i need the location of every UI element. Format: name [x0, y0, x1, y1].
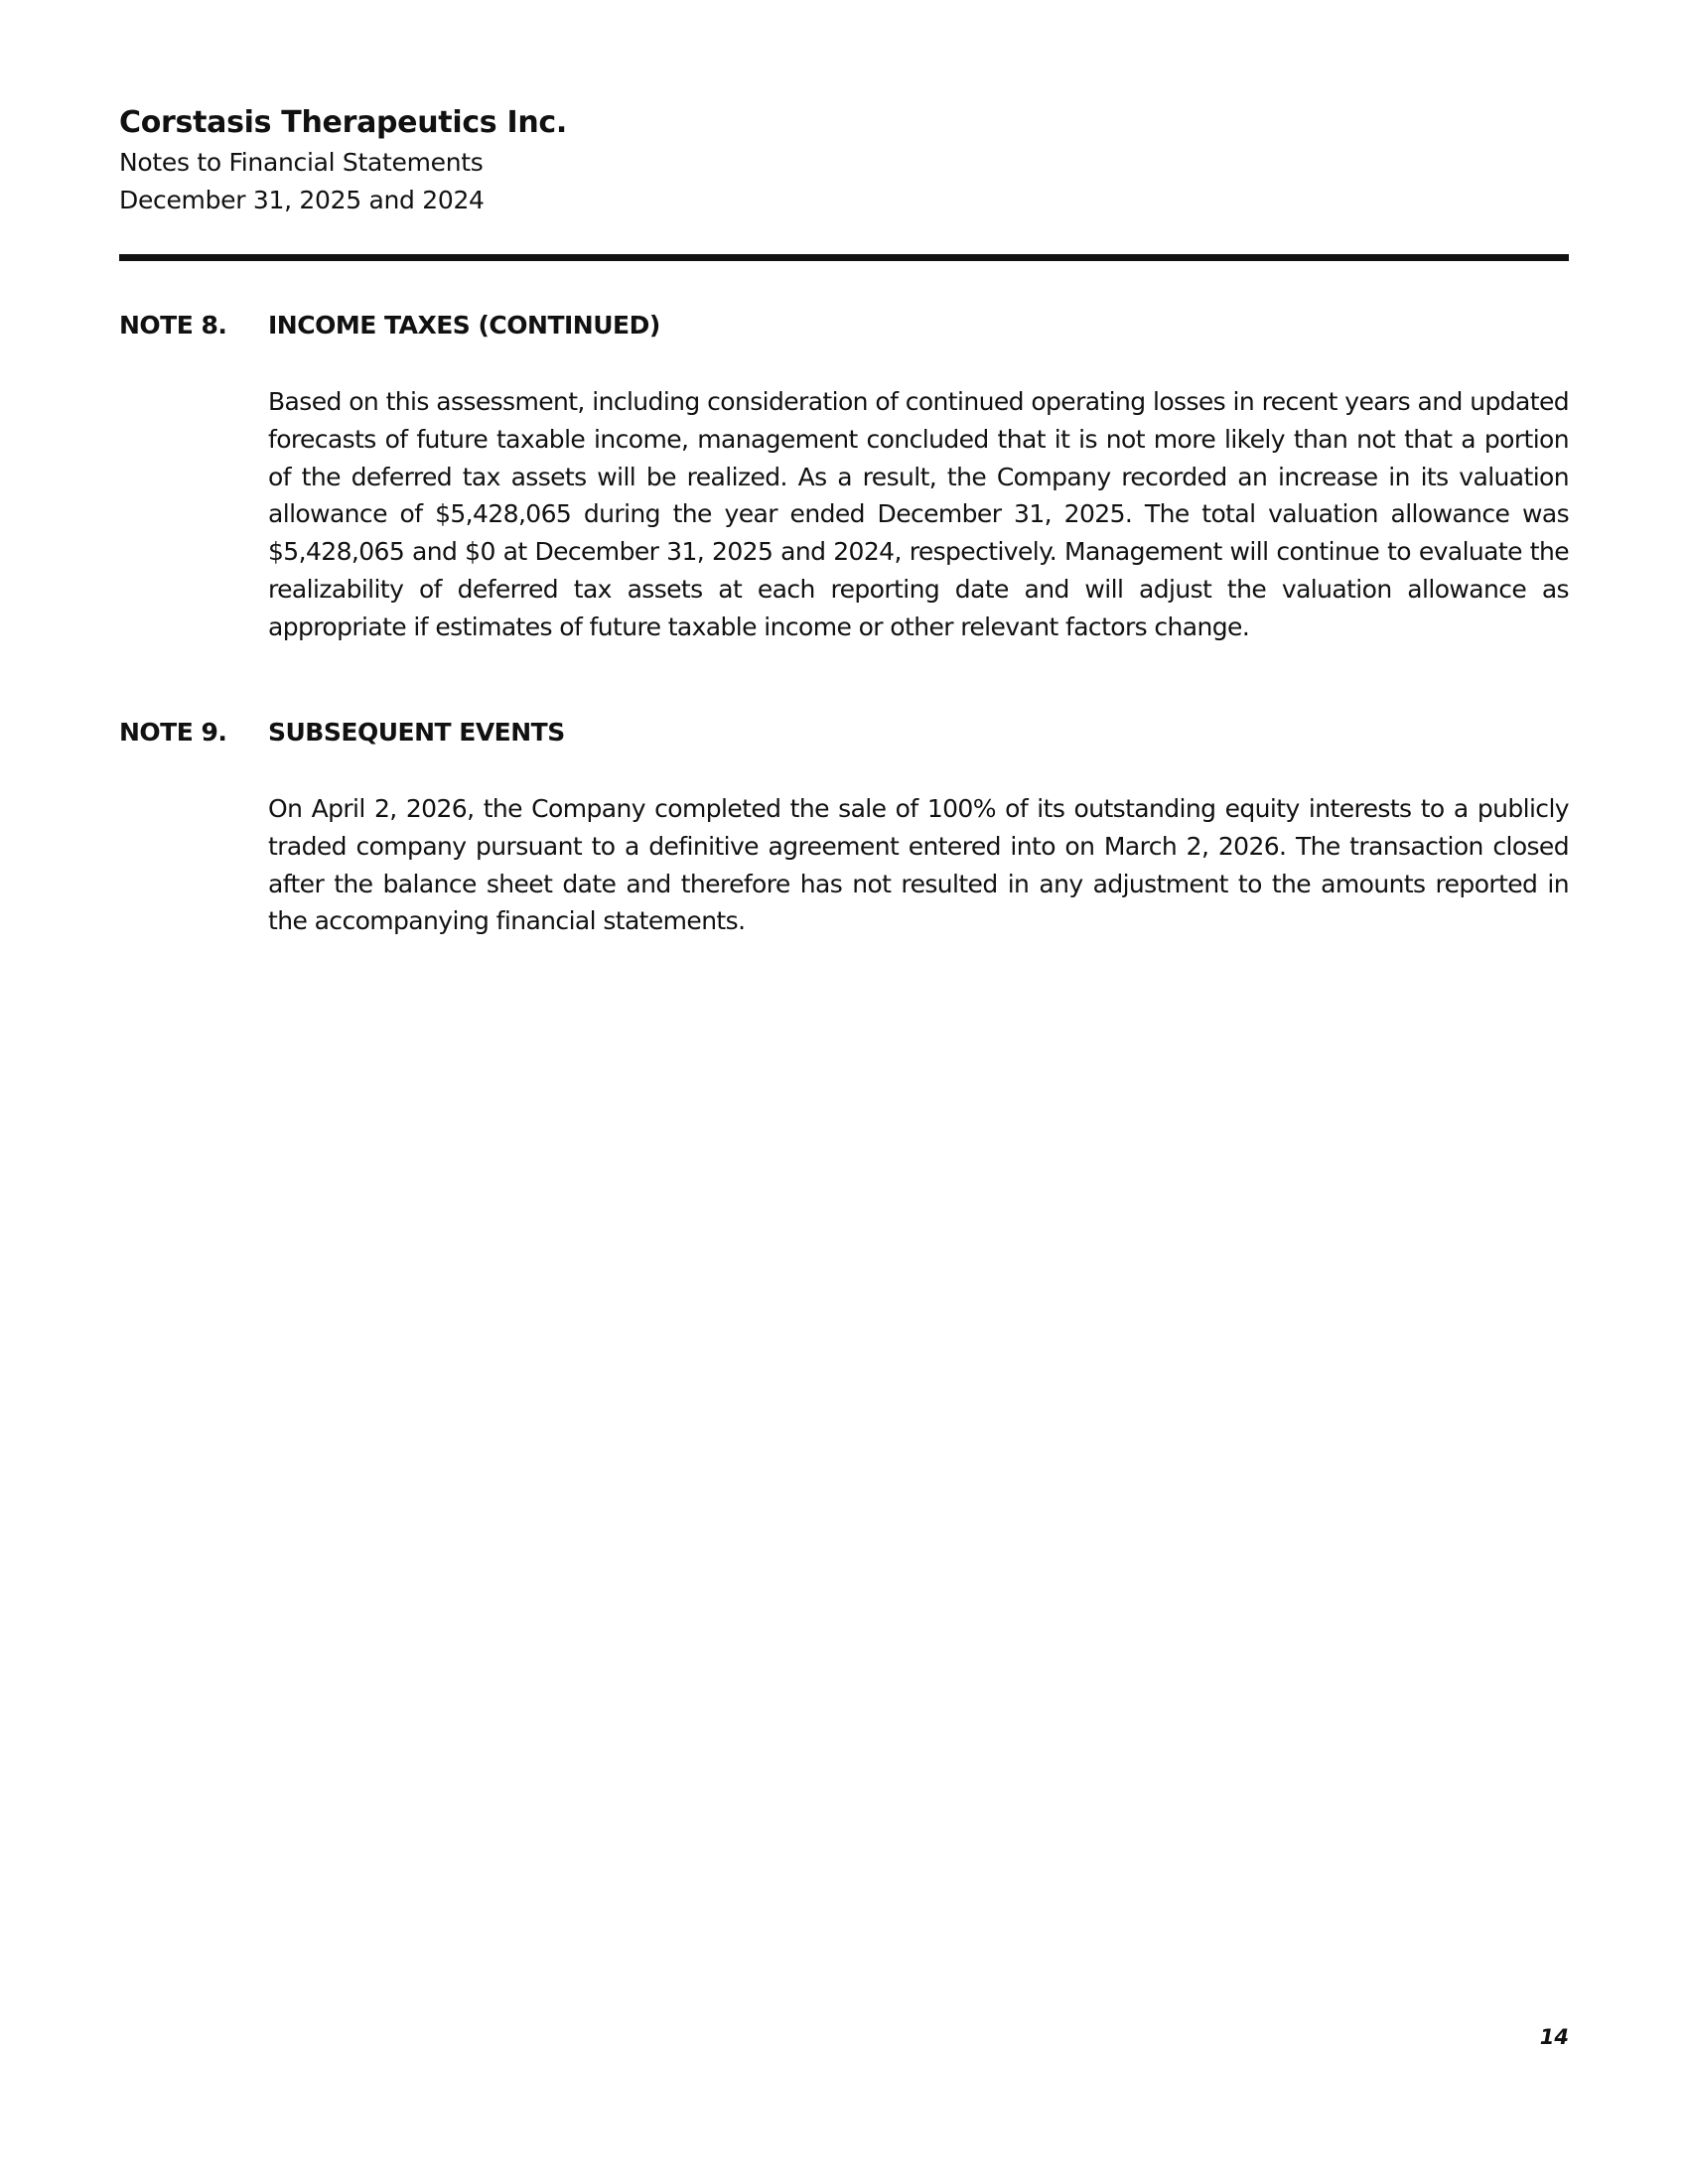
note-title: INCOME TAXES (CONTINUED) — [268, 311, 660, 340]
company-name: Corstasis Therapeutics Inc. — [119, 105, 567, 140]
reporting-period: December 31, 2025 and 2024 — [119, 186, 485, 214]
note-section-income-taxes — [119, 308, 1569, 646]
note-section-subsequent-events — [119, 715, 1569, 940]
note-body-paragraph: On April 2, 2026, the Company completed the sale of 100% of its outstanding equity interests to a publicly traded company pursuant to a definitive agreement entered into on March 2, 2026. The transaction closed after the balance sheet date and therefore has not resulted in any adjustment to the amounts reported in the accompanying financial statements. — [268, 794, 1569, 936]
note-title: SUBSEQUENT EVENTS — [268, 718, 565, 747]
note-number: NOTE 9. — [119, 718, 227, 747]
document-header — [119, 102, 1569, 219]
page-number: 14 — [1539, 2025, 1569, 2049]
note-body-paragraph: Based on this assessment, including consideration of continued operating losses in recent years and updated forecasts of future taxable income, management concluded that it is not more likely than not that a portion of the deferred tax assets will be realized. As a result, the Company recorded an increase in its valuation allowance of $5,428,065 during the year ended December 31, 2025. The total valuation allowance was $5,428,065 and $0 at December 31, 2025 and 2024, respectively. Management will continue to evaluate the realizability of deferred tax assets at each reporting date and will adjust the valuation allowance as appropriate if estimates of future taxable income or other relevant factors change. — [268, 387, 1569, 641]
note-heading — [119, 308, 1569, 343]
note-number: NOTE 8. — [119, 311, 227, 340]
document-subtitle: Notes to Financial Statements — [119, 148, 484, 177]
header-divider — [119, 254, 1569, 261]
note-heading — [119, 715, 1569, 751]
